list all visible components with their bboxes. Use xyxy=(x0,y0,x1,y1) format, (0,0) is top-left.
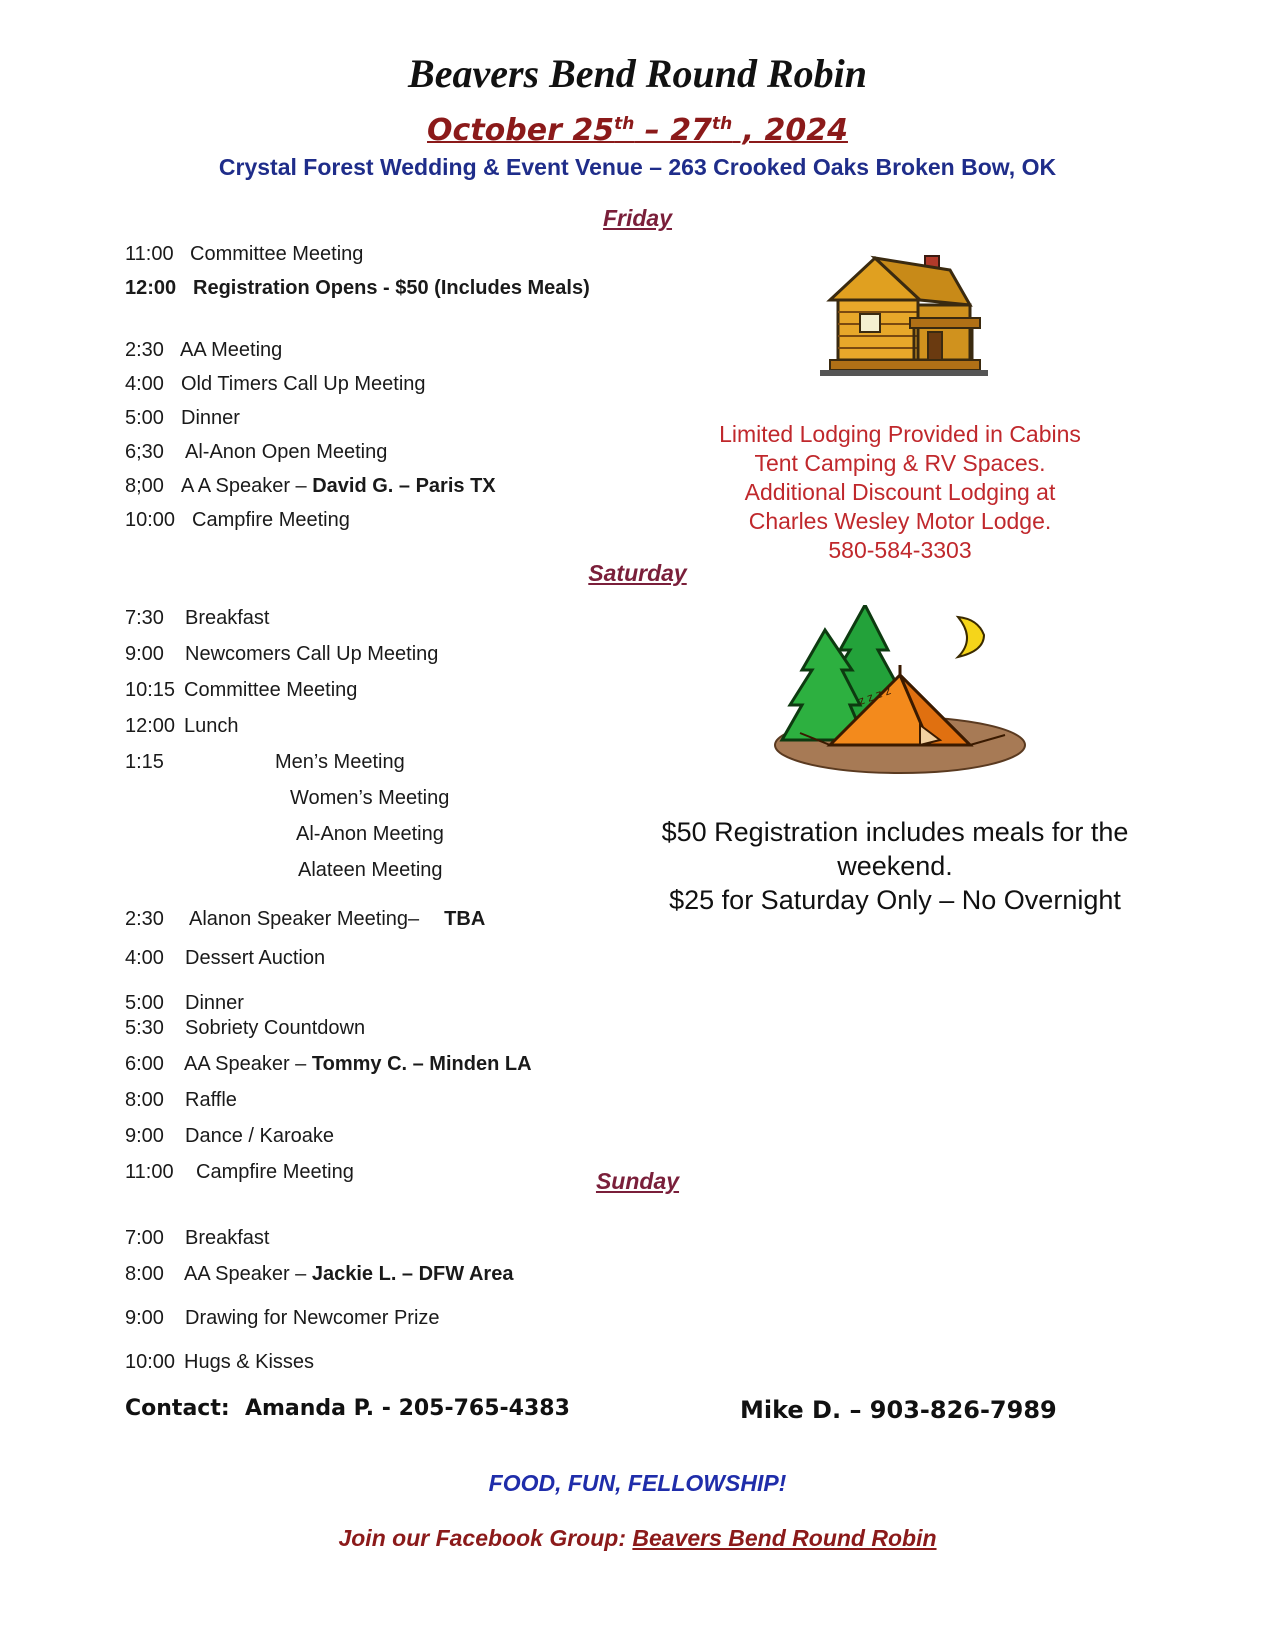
schedule-item: 5:00 Dinner xyxy=(125,992,244,1014)
schedule-item: 9:00 Dance / Karoake xyxy=(125,1125,334,1147)
sunday-heading: Sunday xyxy=(595,1168,680,1194)
schedule-item: 8:00 Raffle xyxy=(125,1089,237,1111)
schedule-item: Al-Anon Meeting xyxy=(296,823,444,845)
speaker-name: TBA xyxy=(444,908,486,930)
schedule-item: 11:00 Committee Meeting xyxy=(125,243,364,265)
schedule-item: 2:30 Alanon Speaker Meeting– TBA xyxy=(125,908,486,930)
cabin-icon xyxy=(810,250,990,385)
lodging-line: Limited Lodging Provided in Cabins xyxy=(719,421,1081,447)
schedule-item: 5:00 Dinner xyxy=(125,407,240,429)
flyer-title: Beavers Bend Round Robin xyxy=(408,51,867,96)
schedule-item: 7:00 Breakfast xyxy=(125,1227,270,1249)
lodging-line: Charles Wesley Motor Lodge. xyxy=(748,508,1052,534)
schedule-item: Women’s Meeting xyxy=(290,787,450,809)
speaker-name: Tommy C. – Minden LA xyxy=(311,1053,532,1075)
schedule-item: 4:00 Old Timers Call Up Meeting xyxy=(125,373,426,395)
lodging-info xyxy=(660,420,1140,565)
saturday-heading: Saturday xyxy=(588,560,687,586)
lodging-phone: 580-584-3303 xyxy=(828,537,972,563)
facebook-group xyxy=(0,1525,1275,1552)
friday-heading: Friday xyxy=(602,205,673,231)
schedule-item: 2:30 AA Meeting xyxy=(125,339,283,361)
schedule-item: 9:00 Newcomers Call Up Meeting xyxy=(125,643,439,665)
contact-label: Contact: xyxy=(125,1396,230,1421)
venue-address: Crystal Forest Wedding & Event Venue – 263 Crooked Oaks Broken Bow, OK xyxy=(218,154,1057,180)
schedule-item: 5:30 Sobriety Countdown xyxy=(125,1017,366,1039)
schedule-item: 12:00 Registration Opens - $50 (Includes Meals) xyxy=(125,277,590,299)
svg-text:z z z z: z z z z xyxy=(856,684,893,708)
lodging-line: Tent Camping & RV Spaces. xyxy=(754,450,1046,476)
slogan: FOOD, FUN, FELLOWSHIP! xyxy=(488,1470,787,1496)
contact-person: Amanda P. - 205-765-4383 xyxy=(244,1396,570,1421)
schedule-item: 1:15 Men’s Meeting xyxy=(125,751,405,773)
schedule-item: 12:00 Lunch xyxy=(125,715,239,737)
facebook-prefix: Join our Facebook Group: xyxy=(338,1525,633,1551)
schedule-item: 7:30 Breakfast xyxy=(125,607,270,629)
registration-line: $25 for Saturday Only – No Overnight xyxy=(669,885,1121,915)
schedule-item: 8:00 AA Speaker – Jackie L. – DFW Area xyxy=(125,1263,514,1285)
schedule-item: 6:00 AA Speaker – Tommy C. – Minden LA xyxy=(125,1053,532,1075)
contact-primary xyxy=(125,1396,570,1421)
schedule-item: 9:00 Drawing for Newcomer Prize xyxy=(125,1307,440,1329)
schedule-item: Alateen Meeting xyxy=(298,859,443,881)
schedule-item: 10:15 Committee Meeting xyxy=(125,679,358,701)
tent-camp-icon xyxy=(770,605,1030,785)
lodging-line: Additional Discount Lodging at xyxy=(744,479,1056,505)
schedule-item: 11:00 Campfire Meeting xyxy=(125,1161,354,1183)
schedule-item: 8;00 A A Speaker – David G. – Paris TX xyxy=(125,475,496,497)
speaker-name: David G. – Paris TX xyxy=(312,475,496,497)
schedule-item: 10:00 Campfire Meeting xyxy=(125,509,350,531)
schedule-item: 6;30 Al-Anon Open Meeting xyxy=(125,441,388,463)
contact-secondary: Mike D. – 903-826-7989 xyxy=(740,1396,1057,1424)
speaker-name: Jackie L. – DFW Area xyxy=(311,1263,514,1285)
facebook-group-link[interactable]: Beavers Bend Round Robin xyxy=(632,1525,937,1551)
event-dates: October 25th – 27th , 2024 xyxy=(427,113,848,148)
registration-line: $50 Registration includes meals for the weekend. xyxy=(661,817,1129,881)
schedule-item: 4:00 Dessert Auction xyxy=(125,947,326,969)
schedule-item: 10:00 Hugs & Kisses xyxy=(125,1351,315,1373)
registration-note xyxy=(610,815,1180,917)
